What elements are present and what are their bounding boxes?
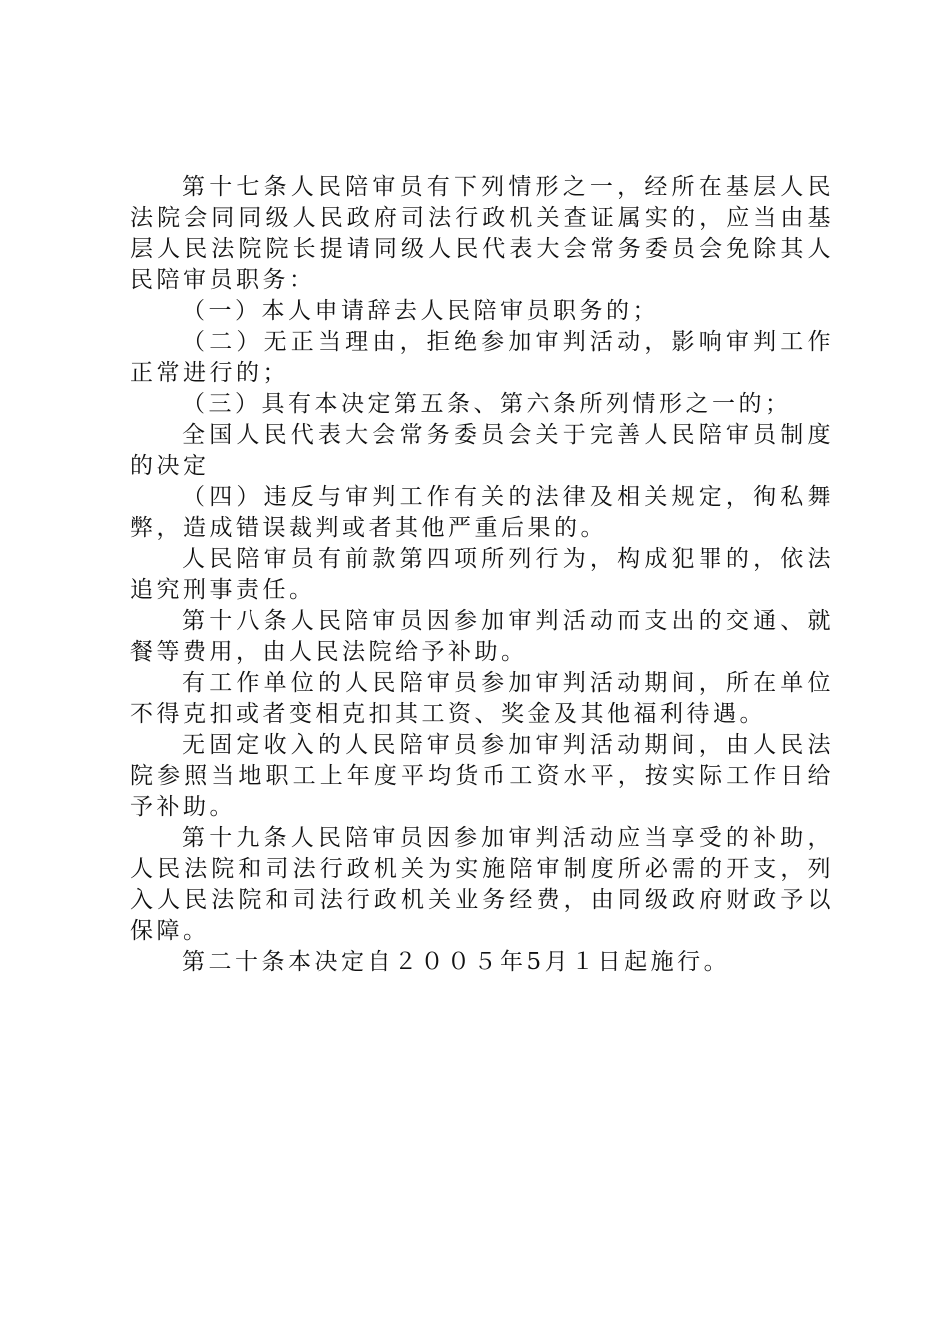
paragraph-employed-jurors: 有工作单位的人民陪审员参加审判活动期间，所在单位不得克扣或者变相克扣其工资、奖金及其他福利待遇。 [130,670,834,727]
paragraph-item-3: （三）具有本决定第五条、第六条所列情形之一的； [182,391,792,417]
document-body [130,172,834,978]
paragraph-criminal-liability: 人民陪审员有前款第四项所列行为，构成犯罪的，依法追究刑事责任。 [130,546,834,603]
paragraph-document-title: 全国人民代表大会常务委员会关于完善人民陪审员制度的决定 [130,422,834,479]
paragraph-article-20: 第二十条本决定自２００５年5月１日起施行。 [182,949,731,975]
paragraph-article-19: 第十九条人民陪审员因参加审判活动应当享受的补助，人民法院和司法行政机关为实施陪审制度所必需的开支，列入人民法院和司法行政机关业务经费，由同级政府财政予以保障。 [130,825,834,944]
paragraph-item-1: （一）本人申请辞去人民陪审员职务的； [182,298,659,324]
paragraph-unemployed-jurors: 无固定收入的人民陪审员参加审判活动期间，由人民法院参照当地职工上年度平均货币工资水平，按实际工作日给予补助。 [130,732,834,820]
paragraph-article-17: 第十七条人民陪审员有下列情形之一，经所在基层人民法院会同同级人民政府司法行政机关查证属实的，应当由基层人民法院院长提请同级人民代表大会常务委员会免除其人民陪审员职务： [130,174,834,293]
paragraph-item-2: （二）无正当理由，拒绝参加审判活动，影响审判工作正常进行的； [130,329,834,386]
paragraph-article-18: 第十八条人民陪审员因参加审判活动而支出的交通、就餐等费用，由人民法院给予补助。 [130,608,834,665]
paragraph-item-4: （四）违反与审判工作有关的法律及相关规定，徇私舞弊，造成错误裁判或者其他严重后果的。 [130,484,834,541]
